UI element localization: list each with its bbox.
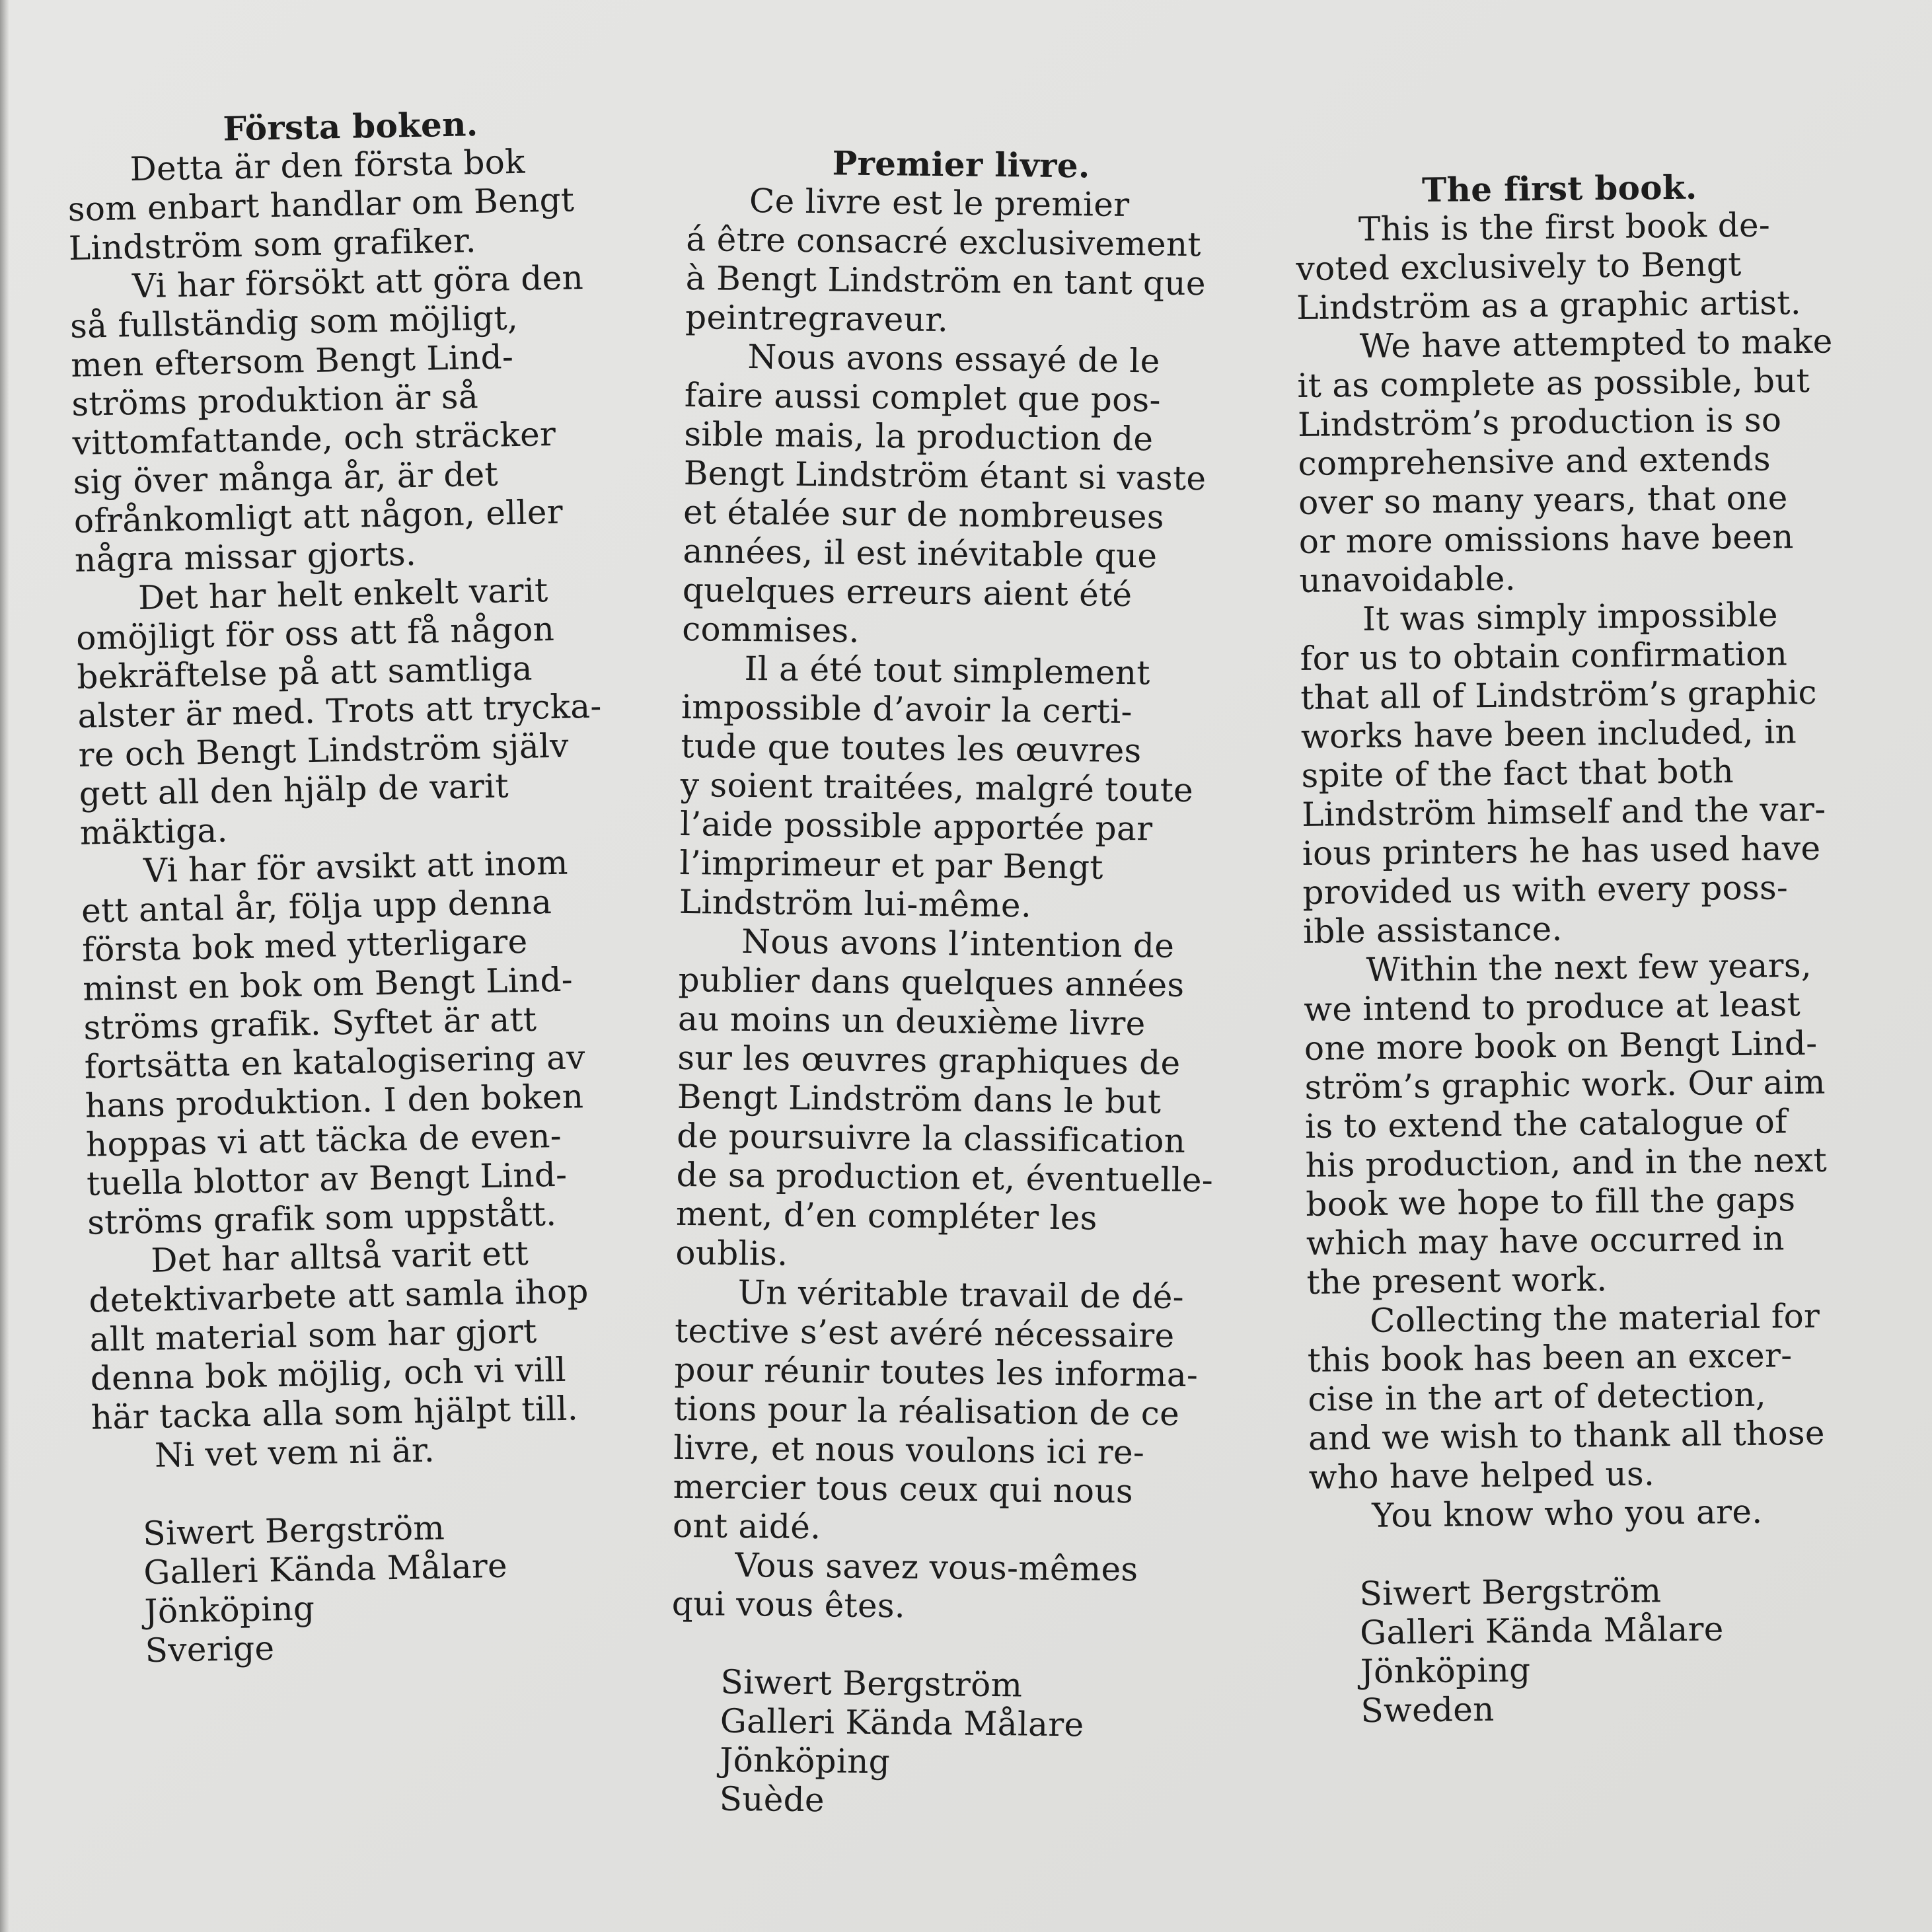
paragraph: [75, 569, 649, 852]
text-line: This is the first book de-: [1358, 205, 1771, 248]
text-line: au moins un deuxième livre: [677, 999, 1146, 1043]
english-signature: [1310, 1570, 1839, 1731]
signature-line: Siwert Bergström: [142, 1508, 445, 1553]
text-line: men eftersom Bengt Lind-: [70, 338, 514, 385]
text-line: mercier tous ceux qui nous: [673, 1467, 1134, 1511]
text-line: It was simply impossible: [1362, 595, 1779, 638]
paragraph: [679, 649, 1230, 928]
paragraph: [682, 337, 1234, 655]
text-line: we intend to produce at least: [1303, 985, 1801, 1029]
text-line: ström’s graphic work. Our aim: [1304, 1062, 1826, 1107]
text-line: l’imprimeur et par Bengt: [679, 843, 1104, 887]
swedish-heading: Första boken.: [222, 104, 478, 149]
paragraph: [673, 1273, 1224, 1551]
text-line: which may have occurred in: [1306, 1219, 1785, 1263]
text-line: ett antal år, följa upp denna: [81, 883, 552, 930]
text-line: Collecting the material for: [1369, 1296, 1820, 1340]
paragraph: [88, 1232, 660, 1437]
signature-line: Jönköping: [720, 1740, 891, 1781]
text-line: tuella blottor av Bengt Lind-: [86, 1155, 568, 1203]
text-line: ious printers he has used have: [1302, 829, 1821, 873]
text-line: ströms grafik. Syftet är att: [83, 1000, 537, 1047]
signature-line: Galleri Kända Målare: [143, 1546, 508, 1592]
signature-line: Siwert Bergström: [720, 1662, 1023, 1705]
text-line: detektivarbete att samla ihop: [88, 1272, 589, 1320]
paragraph: [675, 922, 1228, 1279]
paragraph: [1309, 1492, 1838, 1536]
text-line: sur les œuvres graphiques de: [677, 1038, 1181, 1082]
paragraph: [81, 842, 656, 1242]
paragraph: [685, 181, 1235, 343]
text-line: första bok med ytterligare: [81, 922, 528, 969]
signature-line: Siwert Bergström: [1359, 1571, 1662, 1614]
text-line: voted exclusively to Bengt: [1296, 244, 1742, 288]
text-line: några missar gjorts.: [74, 534, 417, 579]
text-line: cise in the art of detection,: [1308, 1375, 1767, 1419]
signature-line: Sverige: [145, 1629, 275, 1670]
text-line: works have been included, in: [1300, 712, 1797, 756]
paragraph: [1296, 205, 1826, 328]
text-line: ment, d’en compléter les: [675, 1194, 1097, 1238]
text-line: Nous avons essayé de le: [747, 337, 1160, 381]
text-line: ströms grafik som uppstått.: [87, 1195, 557, 1242]
signature-line: Jönköping: [144, 1589, 315, 1631]
text-line: peintregraveur.: [685, 297, 949, 340]
paragraph: [69, 257, 644, 579]
paragraph: [1307, 1297, 1838, 1497]
text-line: pour réunir toutes les informa-: [674, 1350, 1199, 1395]
text-line: the present work.: [1306, 1260, 1608, 1302]
text-line: livre, et nous voulons ici re-: [673, 1428, 1145, 1472]
text-line: Vi har för avsikt att inom: [143, 843, 569, 890]
text-line: sig över många år, är det: [73, 455, 499, 502]
text-line: book we hope to fill the gaps: [1306, 1180, 1796, 1224]
text-line: ströms produktion är så: [71, 377, 479, 424]
text-line: Ce livre est le premier: [749, 181, 1130, 225]
text-line: tective s’est avéré nécessaire: [674, 1311, 1175, 1355]
text-line: Nous avons l’intention de: [741, 922, 1175, 965]
text-line: tions pour la réalisation de ce: [673, 1389, 1180, 1433]
text-line: fortsätta en katalogisering av: [84, 1038, 586, 1086]
swedish-signature: [93, 1505, 664, 1671]
text-line: Det har alltså varit ett: [150, 1234, 529, 1280]
text-line: Vous savez vous-mêmes: [735, 1545, 1138, 1589]
text-line: et étalée sur de nombreuses: [683, 492, 1165, 537]
text-line: oublis.: [675, 1233, 788, 1273]
text-line: faire aussi complet que pos-: [684, 375, 1162, 420]
text-line: här tacka alla som hjälpt till.: [91, 1389, 579, 1437]
text-line: comprehensive and extends: [1298, 439, 1771, 483]
spine-shadow: [0, 0, 9, 1932]
swedish-body: [67, 140, 660, 1476]
text-line: publier dans quelques années: [678, 960, 1185, 1004]
text-line: one more book on Bengt Lind-: [1304, 1023, 1818, 1068]
signature-line: Sweden: [1360, 1690, 1495, 1730]
text-line: Bengt Lindström dans le but: [677, 1077, 1162, 1121]
text-line: Lindström lui-même.: [679, 882, 1032, 925]
text-line: omöjligt för oss att få någon: [75, 609, 555, 657]
text-line: hans produktion. I den boken: [85, 1077, 584, 1125]
text-line: denna bok möjlig, och vi vill: [90, 1350, 567, 1398]
english-column: [1295, 167, 1840, 1731]
text-line: l’aide possible apportée par: [679, 804, 1153, 848]
signature-line: Galleri Kända Målare: [1359, 1610, 1724, 1653]
text-line: á être consacré exclusivement: [686, 219, 1202, 264]
text-line: minst en bok om Bengt Lind-: [82, 960, 574, 1008]
text-line: Un véritable travail de dé-: [737, 1273, 1185, 1316]
french-body: [672, 181, 1236, 1629]
text-line: Detta är den första bok: [130, 142, 526, 189]
text-line: his production, and in the next: [1305, 1140, 1828, 1185]
signature-line: Suède: [719, 1779, 825, 1820]
text-line: de sa production et, éventuelle-: [676, 1155, 1214, 1200]
english-heading: The first book.: [1421, 167, 1697, 209]
text-line: alster är med. Trots att trycka-: [77, 687, 603, 735]
paragraph: [1303, 946, 1836, 1302]
text-line: is to extend the catalogue of: [1304, 1102, 1788, 1146]
paragraph: [672, 1545, 1221, 1629]
paragraph: [1300, 595, 1832, 951]
text-line: Within the next few years,: [1366, 946, 1812, 989]
text-line: commises.: [681, 609, 860, 650]
text-line: provided us with every poss-: [1302, 868, 1789, 912]
text-line: it as complete as possible, but: [1297, 361, 1810, 405]
text-line: Lindström som grafiker.: [68, 221, 477, 268]
text-line: unavoidable.: [1299, 559, 1516, 600]
text-line: quelques erreurs aient été: [682, 570, 1133, 614]
swedish-column: [66, 101, 664, 1671]
text-line: impossible d’avoir la certi-: [681, 687, 1133, 731]
text-line: ofrånkomligt att någon, eller: [73, 492, 564, 540]
text-line: gett all den hjälp de varit: [79, 766, 509, 813]
text-line: à Bengt Lindström en tant que: [685, 258, 1207, 303]
text-line: that all of Lindström’s graphic: [1300, 673, 1818, 717]
text-line: Lindström as a graphic artist.: [1296, 283, 1802, 327]
text-line: spite of the fact that both: [1301, 752, 1734, 795]
text-line: Bengt Lindström étant si vaste: [683, 453, 1207, 498]
text-line: allt material som har gjort: [89, 1312, 537, 1359]
paragraph: [67, 140, 637, 268]
text-line: sible mais, la production de: [684, 414, 1154, 459]
french-column: [669, 142, 1236, 1824]
text-line: Il a été tout simplement: [744, 649, 1150, 692]
text-line: mäktiga.: [79, 811, 229, 852]
signature-line: Galleri Kända Målare: [720, 1701, 1084, 1744]
french-heading: Premier livre.: [832, 143, 1090, 186]
text-line: re och Bengt Lindström själv: [78, 726, 570, 774]
text-line: bekräftelse på att samtliga: [76, 649, 533, 696]
text-line: så fullständig som möjligt,: [69, 298, 519, 346]
text-line: Vi har försökt att göra den: [131, 258, 584, 306]
text-line: Ni vet vem ni är.: [154, 1430, 435, 1475]
text-line: You know who you are.: [1372, 1492, 1763, 1535]
text-line: We have attempted to make: [1359, 322, 1833, 365]
text-line: this book has been an excer-: [1307, 1336, 1793, 1380]
text-line: années, il est inévitable que: [683, 531, 1158, 576]
text-line: over so many years, that one: [1298, 478, 1788, 522]
signature-line: Jönköping: [1360, 1651, 1531, 1691]
paragraph: [1296, 322, 1833, 601]
text-line: for us to obtain confirmation: [1300, 634, 1788, 678]
text-line: som enbart handlar om Bengt: [67, 180, 575, 229]
text-line: Det har helt enkelt varit: [137, 571, 549, 618]
english-body: [1296, 205, 1838, 1536]
text-line: who have helped us.: [1308, 1454, 1655, 1497]
text-line: ible assistance.: [1302, 909, 1563, 951]
text-line: tude que toutes les œuvres: [681, 726, 1142, 770]
text-line: qui vous êtes.: [671, 1584, 906, 1625]
text-line: hoppas vi att täcka de even-: [85, 1116, 562, 1164]
text-line: y soient traitées, malgré toute: [680, 765, 1194, 810]
text-line: Lindström’s production is so: [1297, 400, 1782, 444]
french-signature: [669, 1662, 1219, 1824]
text-line: and we wish to thank all those: [1308, 1413, 1825, 1458]
text-line: Lindström himself and the var-: [1301, 790, 1826, 834]
text-line: ont aidé.: [672, 1506, 821, 1547]
text-line: de poursuivre la classification: [676, 1116, 1186, 1160]
text-line: or more omissions have been: [1298, 517, 1794, 561]
text-line: vittomfattande, och sträcker: [72, 414, 556, 463]
